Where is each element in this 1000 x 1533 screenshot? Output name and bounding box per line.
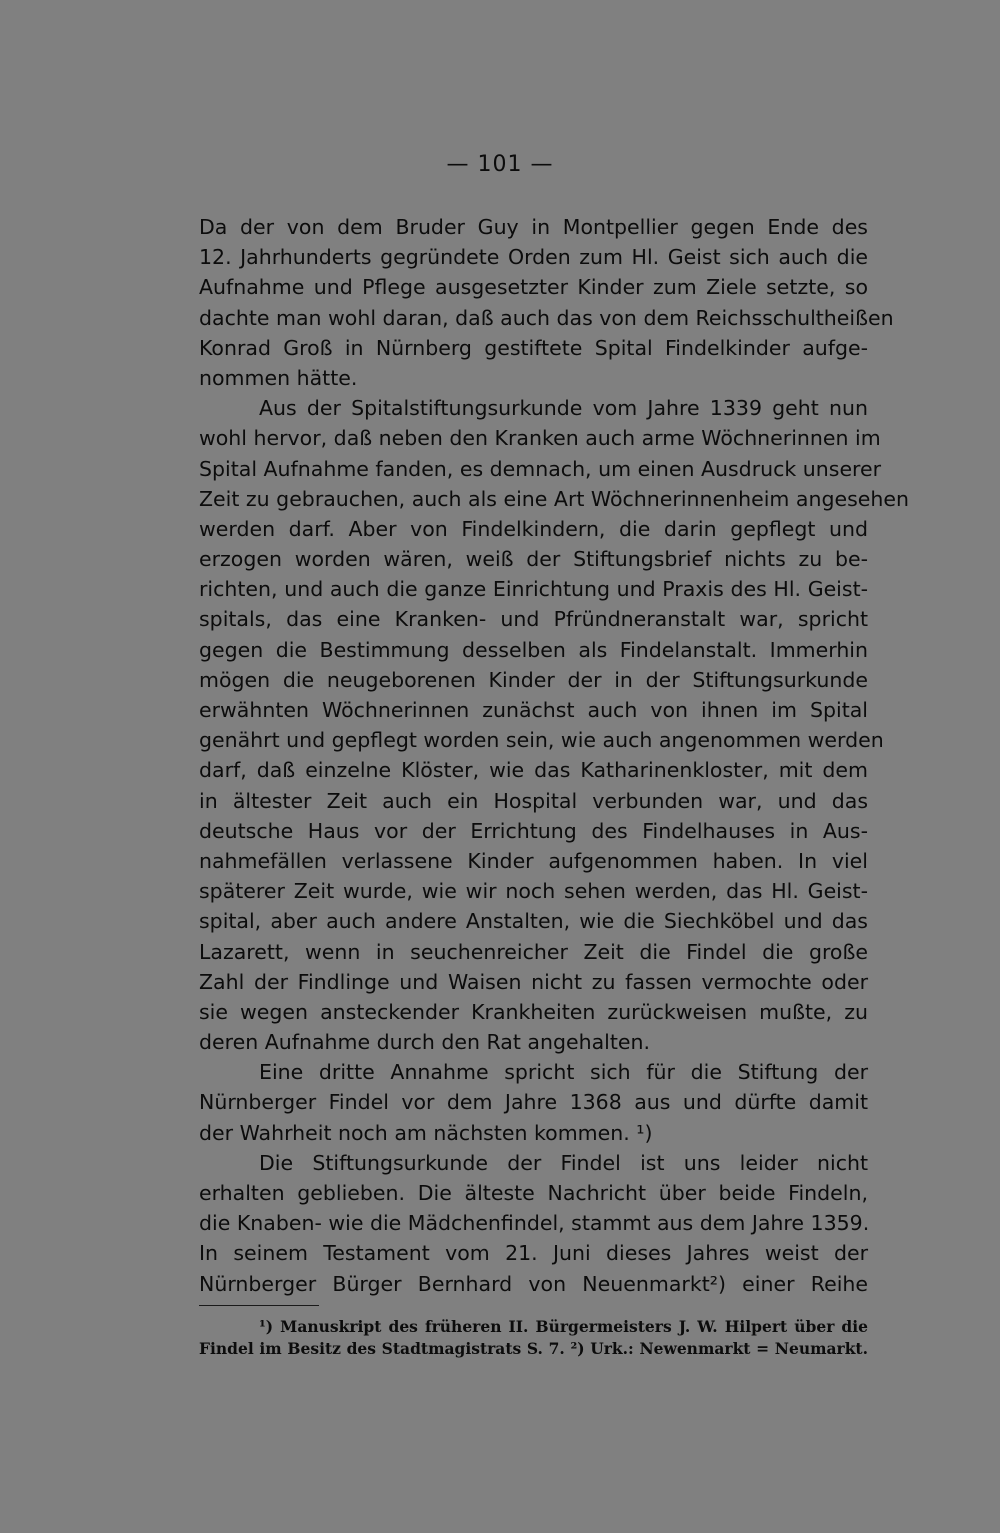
footnote-line: Findel im Besitz des Stadtmagistrats S. 7. ²) Urk.: Newenmarkt = Neumarkt. (199, 1339, 868, 1358)
page-number: — 101 — (446, 152, 554, 177)
text-line: dachte man wohl daran, daß auch das von dem Reichsschultheißen (199, 305, 894, 330)
text-line: erwähnten Wöchnerinnen zunächst auch von ihnen im Spital (199, 698, 868, 722)
text-line: darf, daß einzelne Klöster, wie das Katharinenkloster, mit dem (199, 758, 868, 783)
text-line: Zeit zu gebrauchen, auch als eine Art Wöchnerinnenheim angesehen (199, 486, 909, 511)
text-line: Aufnahme und Pflege ausgesetzter Kinder zum Ziele setzte, so (199, 275, 868, 300)
text-line: Zahl der Findlinge und Waisen nicht zu fassen vermochte oder (199, 969, 868, 994)
text-line: deutsche Haus vor der Errichtung des Findelhauses in Aus- (199, 818, 868, 843)
text-line: erhalten geblieben. Die älteste Nachricht über beide Findeln, (199, 1181, 868, 1205)
text-line: der Wahrheit noch am nächsten kommen. ¹) (199, 1120, 653, 1145)
text-line: werden darf. Aber von Findelkindern, die darin gepflegt und (199, 516, 868, 541)
text-line: gegen die Bestimmung desselben als Findelanstalt. Immerhin (199, 637, 868, 662)
text-line: erzogen worden wären, weiß der Stiftungsbrief nichts zu be- (199, 547, 868, 572)
body-text (199, 212, 909, 1299)
text-line: spital, aber auch andere Anstalten, wie die Siechköbel und das (199, 909, 868, 934)
text-line: Lazarett, wenn in seuchenreicher Zeit die Findel die große (199, 939, 868, 964)
text-line: deren Aufnahme durch den Rat angehalten. (199, 1030, 650, 1055)
text-line: Spital Aufnahme fanden, es demnach, um einen Ausdruck unserer (199, 456, 882, 481)
text-line: späterer Zeit wurde, wie wir noch sehen werden, das Hl. Geist- (199, 879, 868, 904)
text-line: spitals, das eine Kranken- und Pfründneranstalt war, spricht (199, 607, 868, 632)
text-line: Eine dritte Annahme spricht sich für die Stiftung der (259, 1060, 868, 1085)
text-line: Aus der Spitalstiftungsurkunde vom Jahre 1339 geht nun (259, 396, 868, 421)
text-line: mögen die neugeborenen Kinder der in der Stiftungsurkunde (199, 667, 868, 692)
text-line: Da der von dem Bruder Guy in Montpellier gegen Ende des (199, 215, 868, 239)
text-line: wohl hervor, daß neben den Kranken auch arme Wöchnerinnen im (199, 426, 881, 451)
text-line: sie wegen ansteckender Krankheiten zurückweisen mußte, zu (199, 999, 868, 1024)
text-line: in ältester Zeit auch ein Hospital verbunden war, und das (199, 788, 868, 813)
text-line: richten, und auch die ganze Einrichtung und Praxis des Hl. Geist- (199, 577, 868, 602)
text-line: nahmefällen verlassene Kinder aufgenommen haben. In viel (199, 848, 868, 873)
text-line: In seinem Testament vom 21. Juni dieses Jahres weist der (199, 1241, 868, 1266)
text-line: Nürnberger Findel vor dem Jahre 1368 aus und dürfte damit (199, 1090, 868, 1115)
footnote-line: ¹) Manuskript des früheren II. Bürgermeisters J. W. Hilpert über die (259, 1317, 868, 1336)
text-line: die Knaben- wie die Mädchenfindel, stammt aus dem Jahre 1359. (199, 1211, 870, 1236)
text-line: genährt und gepflegt worden sein, wie auch angenommen werden (199, 728, 884, 753)
text-line: Die Stiftungsurkunde der Findel ist uns leider nicht (259, 1150, 868, 1175)
text-line: Konrad Groß in Nürnberg gestiftete Spital Findelkinder aufge- (199, 335, 868, 360)
text-line: 12. Jahrhunderts gegründete Orden zum Hl. Geist sich auch die (199, 245, 868, 270)
footnotes (199, 1316, 868, 1360)
footnote-divider (199, 1305, 319, 1306)
text-line: nommen hätte. (199, 365, 358, 390)
text-line: Nürnberger Bürger Bernhard von Neuenmarkt²) einer Reihe (199, 1271, 868, 1296)
